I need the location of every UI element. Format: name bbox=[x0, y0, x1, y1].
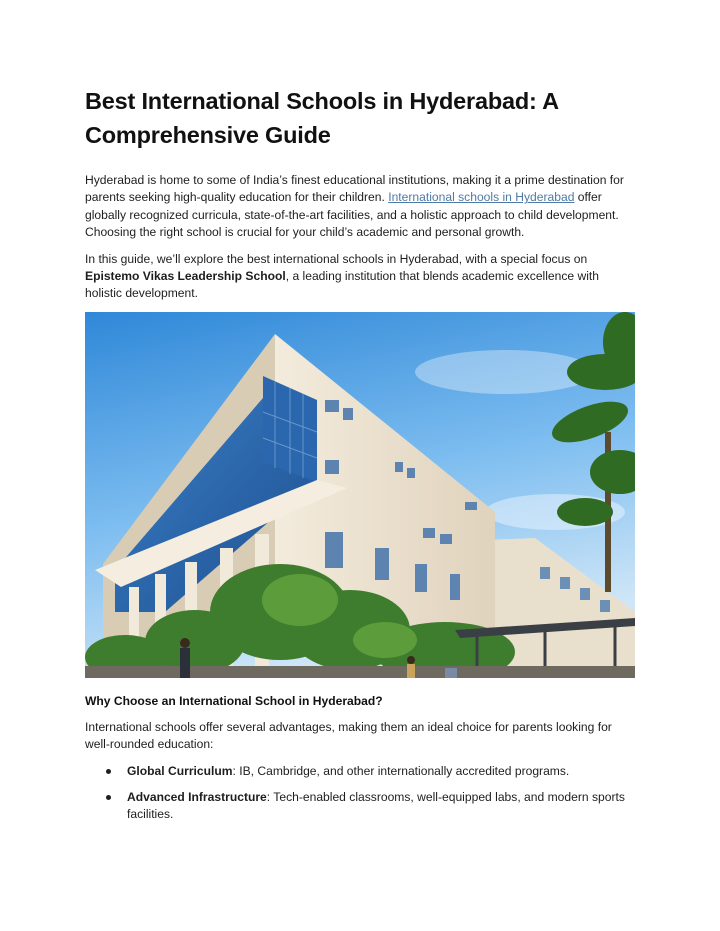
focus-text-start: In this guide, we’ll explore the best international schools in Hyderabad, with a special focus on bbox=[85, 251, 588, 266]
list-item-text: : Tech-enabled classrooms, well-equipped labs, and modern sports facilities. bbox=[127, 790, 625, 822]
list-item bbox=[127, 789, 637, 824]
section-heading: Why Choose an International School in Hyderabad? bbox=[85, 693, 383, 708]
intro-text-end: offer globally recognized curricula, state-of-the-art facilities, and a holistic approach to child development. Choosing the right school is crucial for your child’s academic and personal growth. bbox=[85, 190, 619, 240]
list-item-text: : IB, Cambridge, and other internationally accredited programs. bbox=[232, 763, 570, 778]
focus-text-end: , a leading institution that blends academic excellence with holistic development. bbox=[85, 269, 600, 301]
intro-paragraph bbox=[85, 172, 637, 242]
section-intro: International schools offer several advantages, making them an ideal choice for parents looking for well-rounded education: bbox=[85, 719, 612, 752]
list-item-title: Advanced Infrastructure bbox=[127, 790, 267, 805]
article-body bbox=[85, 84, 637, 833]
school-building-photo bbox=[85, 312, 635, 678]
benefits-list bbox=[85, 763, 637, 824]
page-title: Best International Schools in Hyderabad: A Comprehensive Guide bbox=[85, 88, 558, 148]
bullet-icon bbox=[106, 795, 111, 800]
focus-paragraph bbox=[85, 251, 637, 303]
intro-text-start: Hyderabad is home to some of India’s finest educational institutions, making it a prime destination for parents seeking high-quality education for their children. bbox=[85, 173, 624, 205]
school-name-bold: Epistemo Vikas Leadership School bbox=[85, 269, 286, 284]
bullet-icon bbox=[106, 769, 111, 774]
list-item bbox=[127, 763, 637, 780]
list-item-title: Global Curriculum bbox=[127, 763, 233, 778]
international-schools-link[interactable]: International schools in Hyderabad bbox=[388, 190, 575, 205]
